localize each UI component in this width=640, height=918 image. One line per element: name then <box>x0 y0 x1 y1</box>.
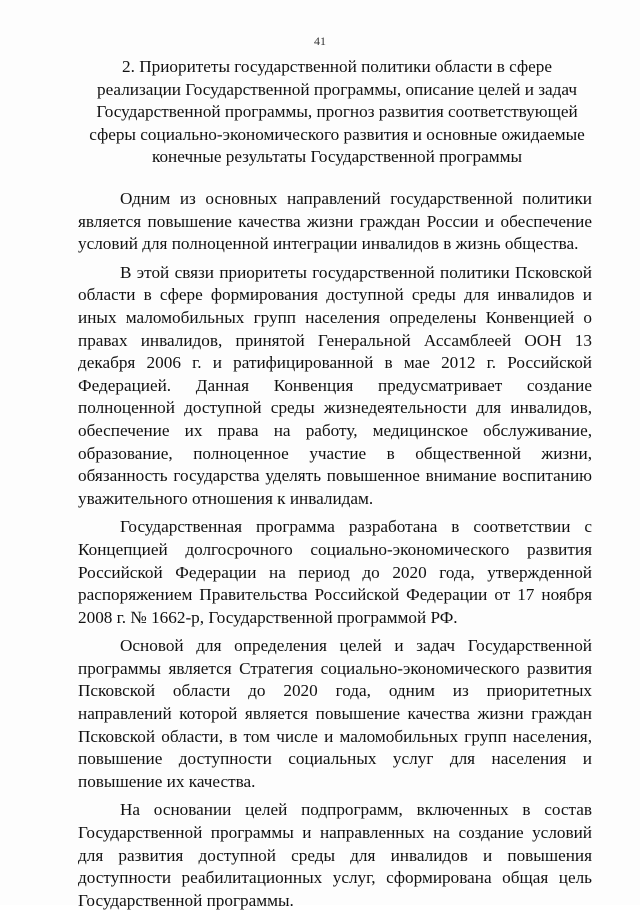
page-number: 41 <box>314 34 326 48</box>
paragraph-3: Государственная программа разработана в соответствии с Концепцией долгосрочного социально-экономического развития Российской Федерации на период до 2020 года, утвержденной распоряжением Правительства Российской Федерации от 17 ноября 2008 г. № 1662-р, Государственной программой РФ. <box>78 517 592 627</box>
body-text <box>78 188 592 918</box>
paragraph-2: В этой связи приоритеты государственной политики Псковской области в сфере формирования доступной среды для инвалидов и иных маломобильных групп населения определены Конвенцией о правах инвалидов, принятой Генеральной Ассамблеей ООН 13 декабря 2006 г. и ратифицированной в мае 2012 г. Российской Федерацией. Данная Конвенция предусматривает создание полноценной доступной среды жизнедеятельности для инвалидов, обеспечение их права на работу, медицинское обслуживание, образование, полноценное участие в общественной жизни, обязанность государства уделять повышенное внимание воспитанию уважительного отношения к инвалидам. <box>78 262 592 508</box>
paragraph-4: Основой для определения целей и задач Государственной программы является Стратегия социально-экономического развития Псковской области до 2020 года, одним из приоритетных направлений которой является повышение качества жизни граждан Псковской области, в том числе и маломобильных групп населения, повышение доступности социальных услуг для населения и повышение их качества. <box>78 636 592 791</box>
paragraph-1: Одним из основных направлений государственной политики является повышение качества жизни граждан России и обеспечение условий для полноценной интеграции инвалидов в жизнь общества. <box>78 189 592 254</box>
paragraph-5: На основании целей подпрограмм, включенных в состав Государственной программы и направленных на создание условий для развития доступной среды для инвалидов и повышения доступности реабилитационных услуг, сформирована общая цель Государственной программы. <box>78 800 592 910</box>
section-heading: 2. Приоритеты государственной политики области в сфере реализации Государственной программы, описание целей и задач Государственной программы, прогноз развития соответствующей сферы социально-экономического развития и основные ожидаемые конечные результаты Государственной программы <box>89 57 585 167</box>
